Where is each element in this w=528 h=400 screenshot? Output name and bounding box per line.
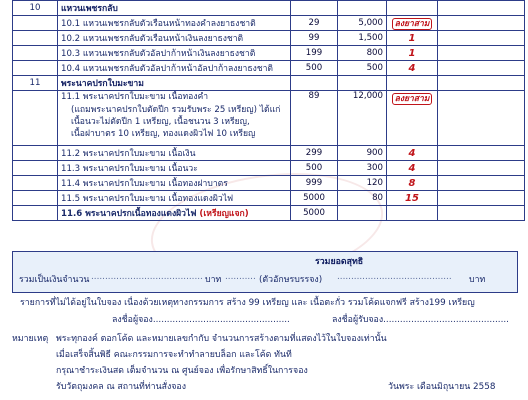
note-line: รับวัตถุมงคล ณ สถานที่ท่านสั่งจอง — [56, 382, 187, 392]
total-summary-box — [12, 251, 518, 293]
item-number: 11.6 — [61, 209, 83, 219]
item-qty: 89 — [291, 91, 338, 146]
item-name: แหวนเพชรกลับตัวอัลปาก้าหน้าเงินลงยาธงชาติ — [82, 49, 256, 59]
total-amount-row: รวมเป็นเงินจำนวน ........................................ บาท ........... (ตัวอักษรบรรจง) ......................................... บาท — [19, 272, 486, 285]
item-qty: 500 — [291, 161, 338, 176]
item-qty: 500 — [291, 61, 338, 76]
item-number: 10.3 — [61, 49, 81, 59]
item-qty: 29 — [291, 16, 338, 31]
note-line: เมื่อเสร็จสิ้นพิธี คณะกรรมการจะทำทำลายบล็อก และโค้ด ทันที — [56, 350, 292, 360]
booker-signature-line: ลงชื่อผู้จอง................................................. — [112, 315, 290, 325]
status-stamp: ลงยาสาม — [392, 93, 433, 105]
item-number: 11.1 — [61, 92, 81, 102]
baht-word: บาท — [205, 275, 222, 285]
item-number: 10.1 — [61, 19, 81, 29]
baht-word: บาท — [469, 275, 486, 285]
item-number: 10.4 — [61, 64, 81, 74]
item-number: 11.4 — [61, 179, 81, 189]
item-price: 12,000 — [338, 91, 387, 146]
item-qty: 5000 — [291, 206, 338, 221]
status-mark: 1 — [408, 32, 416, 44]
item-name: พระนาคปรกใบมะขาม เนื้อทองคำ — [82, 92, 209, 102]
table-row — [13, 191, 525, 206]
free-coin-note: (เหรียญแจก) — [199, 209, 249, 219]
table-row — [13, 31, 525, 46]
status-stamp: ลงยาสาม — [392, 18, 433, 30]
item-description-line: (แถมพระนาคปรกใบตัดปีก รวมรับพระ 25 เหรียญ) ได้แก่ — [71, 105, 281, 115]
item-price: 300 — [338, 161, 387, 176]
item-description-line: เนื้อฝาบาตร 10 เหรียญ, ทองแดงผิวไฟ 10 เหรียญ — [71, 129, 256, 139]
status-mark: 8 — [408, 177, 416, 189]
table-row — [13, 46, 525, 61]
item-name: พระนาคปรกใบมะขาม เนื้อนวะ — [82, 164, 198, 174]
status-mark: 15 — [405, 192, 419, 204]
total-prefix: รวมเป็นเงินจำนวน — [19, 275, 90, 285]
item-price: 800 — [338, 46, 387, 61]
item-price: 1,500 — [338, 31, 387, 46]
receiver-signature-line: ลงชื่อผู้รับจอง............................................. — [332, 315, 509, 325]
table-row — [13, 91, 525, 146]
item-qty: 99 — [291, 31, 338, 46]
item-qty: 299 — [291, 146, 338, 161]
text-amount-note: (ตัวอักษรบรรจง) — [259, 275, 323, 285]
item-qty: 199 — [291, 46, 338, 61]
item-price: 120 — [338, 176, 387, 191]
item-qty: 5000 — [291, 191, 338, 206]
item-number: 11.3 — [61, 164, 81, 174]
group-title: พระนาคปรกใบมะขาม — [58, 76, 291, 91]
item-name: แหวนเพชรกลับตัวเรือนหน้าเงินลงยาธงชาติ — [82, 34, 244, 44]
table-row-special — [13, 206, 525, 221]
item-name: พระนาคปรกใบมะขาม เนื้อทองฝาบาตร — [82, 179, 228, 189]
item-name: พระนาคปรกใบมะขาม เนื้อทองแดงผิวไฟ — [82, 194, 234, 204]
group-number: 11 — [13, 76, 58, 91]
remark-text: รายการที่ไม่ได้อยู่ในใบจอง เนื่องด้วยเหตุทางกรรมการ สร้าง 99 เหรียญ และ เนื้อตะกั่ว รวมโค้ดแจกฟรี สร้าง199 เหรียญ — [20, 298, 475, 308]
note-label: หมายเหตุ — [12, 334, 49, 344]
item-name: พระนาคปรกเนื้อทองแดงผิวไฟ — [85, 209, 197, 219]
item-number: 11.2 — [61, 149, 81, 159]
table-row — [13, 176, 525, 191]
item-number: 10.2 — [61, 34, 81, 44]
item-price: 5,000 — [338, 16, 387, 31]
group-number: 10 — [13, 1, 58, 16]
item-name: พระนาคปรกใบมะขาม เนื้อเงิน — [82, 149, 196, 159]
net-total-label: รวมยอดสุทธิ — [315, 257, 364, 267]
item-number: 11.5 — [61, 194, 81, 204]
table-row — [13, 61, 525, 76]
item-qty: 999 — [291, 176, 338, 191]
group-row-10 — [13, 1, 525, 16]
date-note: วันพระ เดือนมิถุนายน 2558 — [388, 382, 496, 392]
note-line: พระทุกองค์ ตอกโค้ด และหมายเลขกำกับ จำนวนการสร้างตามที่แสดงไว้ในใบจองเท่านั้น — [56, 334, 387, 344]
item-description-line: เนื้อนวะไม่ตัดปีก 1 เหรียญ, เนื้อชนวน 3 เหรียญ, — [71, 117, 250, 127]
order-table — [12, 0, 525, 221]
note-line: กรุณาชำระเงินสด เต็มจำนวน ณ ศูนย์จอง เพื่อรักษาสิทธิ์ในการจอง — [56, 366, 308, 376]
status-mark: 4 — [408, 162, 416, 174]
item-name: แหวนเพชรกลับตัวเรือนหน้าทองคำลงยาธงชาติ — [82, 19, 256, 29]
status-mark: 4 — [408, 147, 416, 159]
status-mark: 4 — [408, 62, 416, 74]
item-price: 80 — [338, 191, 387, 206]
table-row — [13, 16, 525, 31]
status-mark: 1 — [408, 47, 416, 59]
item-price: 900 — [338, 146, 387, 161]
group-row-11 — [13, 76, 525, 91]
table-row — [13, 146, 525, 161]
table-row — [13, 161, 525, 176]
item-name: แหวนเพชรกลับตัวอัลปาก้าหน้าอัลปาก้าลงยาธงชาติ — [82, 64, 274, 74]
group-title: แหวนเพชรกลับ — [58, 1, 291, 16]
item-price: 500 — [338, 61, 387, 76]
